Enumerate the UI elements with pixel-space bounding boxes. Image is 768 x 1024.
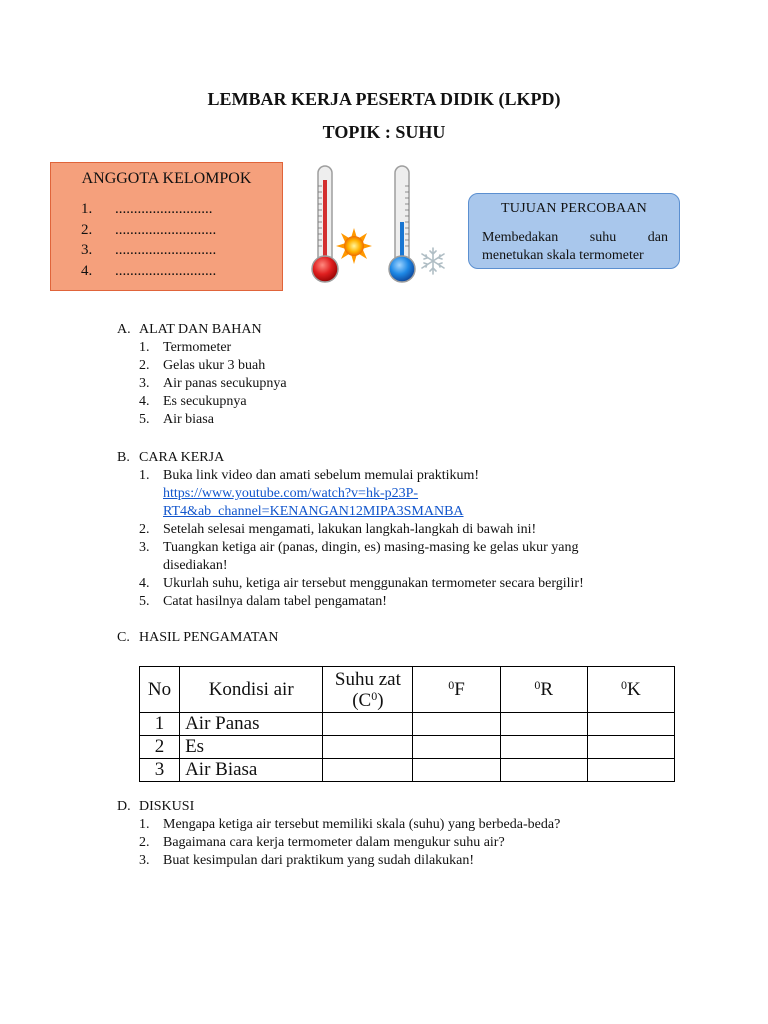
anggota-title: ANGGOTA KELOMPOK xyxy=(81,170,252,187)
section-letter: C. xyxy=(117,630,130,645)
anggota-num: 1. xyxy=(81,201,93,217)
section-title: DISKUSI xyxy=(139,799,195,814)
section-letter: D. xyxy=(117,799,131,814)
cell-suhu[interactable] xyxy=(323,713,413,736)
section-letter: A. xyxy=(117,322,131,337)
anggota-item xyxy=(81,199,216,220)
anggota-num: 2. xyxy=(81,221,93,238)
list-num: 2. xyxy=(139,358,150,373)
cell-f[interactable] xyxy=(413,759,500,782)
anggota-blank: .......................... xyxy=(115,201,213,217)
list-num: 2. xyxy=(139,835,150,850)
list-item xyxy=(117,575,657,593)
page-topic: TOPIK : SUHU xyxy=(322,122,446,142)
anggota-blank: ........................... xyxy=(115,242,217,258)
cell-f[interactable] xyxy=(413,713,500,736)
cell-k[interactable] xyxy=(587,736,674,759)
header-kondisi: Kondisi air xyxy=(180,667,323,713)
hot-thermometer-icon xyxy=(312,166,338,282)
list-text: Air panas secukupnya xyxy=(163,376,287,391)
list-text: Ukurlah suhu, ketiga air tersebut menggunakan termometer secara bergilir! xyxy=(163,576,584,591)
cell-suhu[interactable] xyxy=(323,736,413,759)
list-text: Bagaimana cara kerja termometer dalam mengukur suhu air? xyxy=(163,835,505,850)
list-item xyxy=(117,852,657,870)
list-num: 4. xyxy=(139,394,150,409)
list-item xyxy=(117,816,657,834)
section-heading xyxy=(117,798,657,816)
section-heading xyxy=(117,449,657,467)
section-hasil-pengamatan xyxy=(117,629,279,647)
list-text: Buka link video dan amati sebelum memulai praktikum! xyxy=(163,468,480,483)
tujuan-word: dan xyxy=(647,230,668,245)
list-text: Termometer xyxy=(163,340,232,355)
list-num: 2. xyxy=(139,522,150,537)
header-suhu-line1: Suhu zat xyxy=(334,668,401,690)
sun-icon xyxy=(336,228,372,264)
anggota-num: 3. xyxy=(81,242,93,258)
snowflake-icon xyxy=(422,248,444,274)
anggota-item xyxy=(81,240,216,261)
cell-kondisi: Es xyxy=(180,736,323,759)
table-row xyxy=(140,713,675,736)
page-title: LEMBAR KERJA PESERTA DIDIK (LKPD) xyxy=(207,89,561,109)
tujuan-percobaan-box xyxy=(468,193,680,269)
section-cara-kerja xyxy=(117,449,657,611)
header-no: No xyxy=(140,667,180,713)
table-row xyxy=(140,759,675,782)
list-text: Mengapa ketiga air tersebut memiliki skala (suhu) yang berbeda-beda? xyxy=(163,817,561,832)
cell-r[interactable] xyxy=(500,759,587,782)
list-num: 4. xyxy=(139,576,150,591)
alat-list xyxy=(117,339,287,429)
tujuan-title: TUJUAN PERCOBAAN xyxy=(501,201,647,216)
cell-no: 3 xyxy=(140,759,180,782)
list-item xyxy=(117,357,287,375)
anggota-kelompok-box xyxy=(50,162,283,291)
list-text: Setelah selesai mengamati, lakukan langkah-langkah di bawah ini! xyxy=(163,522,537,537)
cell-kondisi: Air Biasa xyxy=(180,759,323,782)
section-title: CARA KERJA xyxy=(139,450,225,465)
list-item xyxy=(117,339,287,357)
header-suhu-zat xyxy=(323,667,413,713)
cell-suhu[interactable] xyxy=(323,759,413,782)
list-item xyxy=(117,834,657,852)
link-line-2: RT4&ab_channel=KENANGAN12MIPA3SMANBA xyxy=(163,504,464,519)
header-fahrenheit xyxy=(413,667,500,713)
header-k: K xyxy=(627,679,641,700)
list-text: Gelas ukur 3 buah xyxy=(163,358,266,373)
list-item xyxy=(117,393,287,411)
anggota-list xyxy=(81,199,216,281)
list-item xyxy=(117,593,657,611)
list-text: Air biasa xyxy=(163,412,214,427)
header-suhu-open: (C xyxy=(352,689,372,711)
header-suhu-sup: 0 xyxy=(371,688,378,703)
list-text: Catat hasilnya dalam tabel pengamatan! xyxy=(163,594,387,609)
cell-f[interactable] xyxy=(413,736,500,759)
diskusi-list xyxy=(117,816,657,870)
tujuan-text xyxy=(482,229,668,265)
anggota-item xyxy=(81,261,216,282)
table-header-row xyxy=(140,667,675,713)
section-title: ALAT DAN BAHAN xyxy=(139,322,262,337)
list-num: 3. xyxy=(139,540,150,555)
thermometers-illustration xyxy=(300,160,460,288)
list-text: Es secukupnya xyxy=(163,394,247,409)
anggota-item xyxy=(81,220,216,241)
section-alat-dan-bahan xyxy=(117,321,287,429)
list-item xyxy=(117,467,657,521)
list-item xyxy=(117,411,287,429)
cell-no: 1 xyxy=(140,713,180,736)
youtube-link[interactable] xyxy=(163,486,464,519)
cell-r[interactable] xyxy=(500,713,587,736)
cell-kondisi: Air Panas xyxy=(180,713,323,736)
list-item xyxy=(117,521,657,539)
list-text: Tuangkan ketiga air (panas, dingin, es) masing-masing ke gelas ukur yang disediakan! xyxy=(163,540,579,573)
header-k-sup: 0 xyxy=(621,678,628,692)
cell-k[interactable] xyxy=(587,759,674,782)
tujuan-word: Membedakan xyxy=(482,230,559,245)
cell-k[interactable] xyxy=(587,713,674,736)
header-r: R xyxy=(540,679,554,700)
list-text: Buat kesimpulan dari praktikum yang sudah dilakukan! xyxy=(163,853,475,868)
section-heading xyxy=(117,629,279,647)
anggota-num: 4. xyxy=(81,262,93,279)
list-num: 1. xyxy=(139,817,150,832)
section-diskusi xyxy=(117,798,657,870)
tujuan-line-1 xyxy=(482,229,668,247)
header-reamur xyxy=(500,667,587,713)
cold-thermometer-icon xyxy=(389,166,415,282)
list-num: 3. xyxy=(139,853,150,868)
header-f: F xyxy=(454,679,465,700)
list-item xyxy=(117,539,657,575)
header-suhu-close: ) xyxy=(377,689,384,711)
anggota-blank: ........................... xyxy=(115,221,217,238)
table-row xyxy=(140,736,675,759)
list-num: 5. xyxy=(139,412,150,427)
observation-table xyxy=(139,666,675,782)
cara-kerja-list xyxy=(117,467,657,611)
cell-r[interactable] xyxy=(500,736,587,759)
list-item xyxy=(117,375,287,393)
section-title: HASIL PENGAMATAN xyxy=(139,630,279,645)
tujuan-line-2: menetukan skala termometer xyxy=(482,248,644,263)
list-num: 5. xyxy=(139,594,150,609)
header-r-sup: 0 xyxy=(534,678,541,692)
anggota-blank: ........................... xyxy=(115,262,217,279)
list-num: 1. xyxy=(139,340,150,355)
section-heading xyxy=(117,321,287,339)
header-f-sup: 0 xyxy=(448,678,455,692)
section-letter: B. xyxy=(117,450,130,465)
tujuan-word: suhu xyxy=(589,230,617,245)
header-kelvin xyxy=(587,667,674,713)
list-num: 1. xyxy=(139,468,150,483)
cell-no: 2 xyxy=(140,736,180,759)
link-line-1: https://www.youtube.com/watch?v=hk-p23P- xyxy=(163,486,419,501)
list-num: 3. xyxy=(139,376,150,391)
